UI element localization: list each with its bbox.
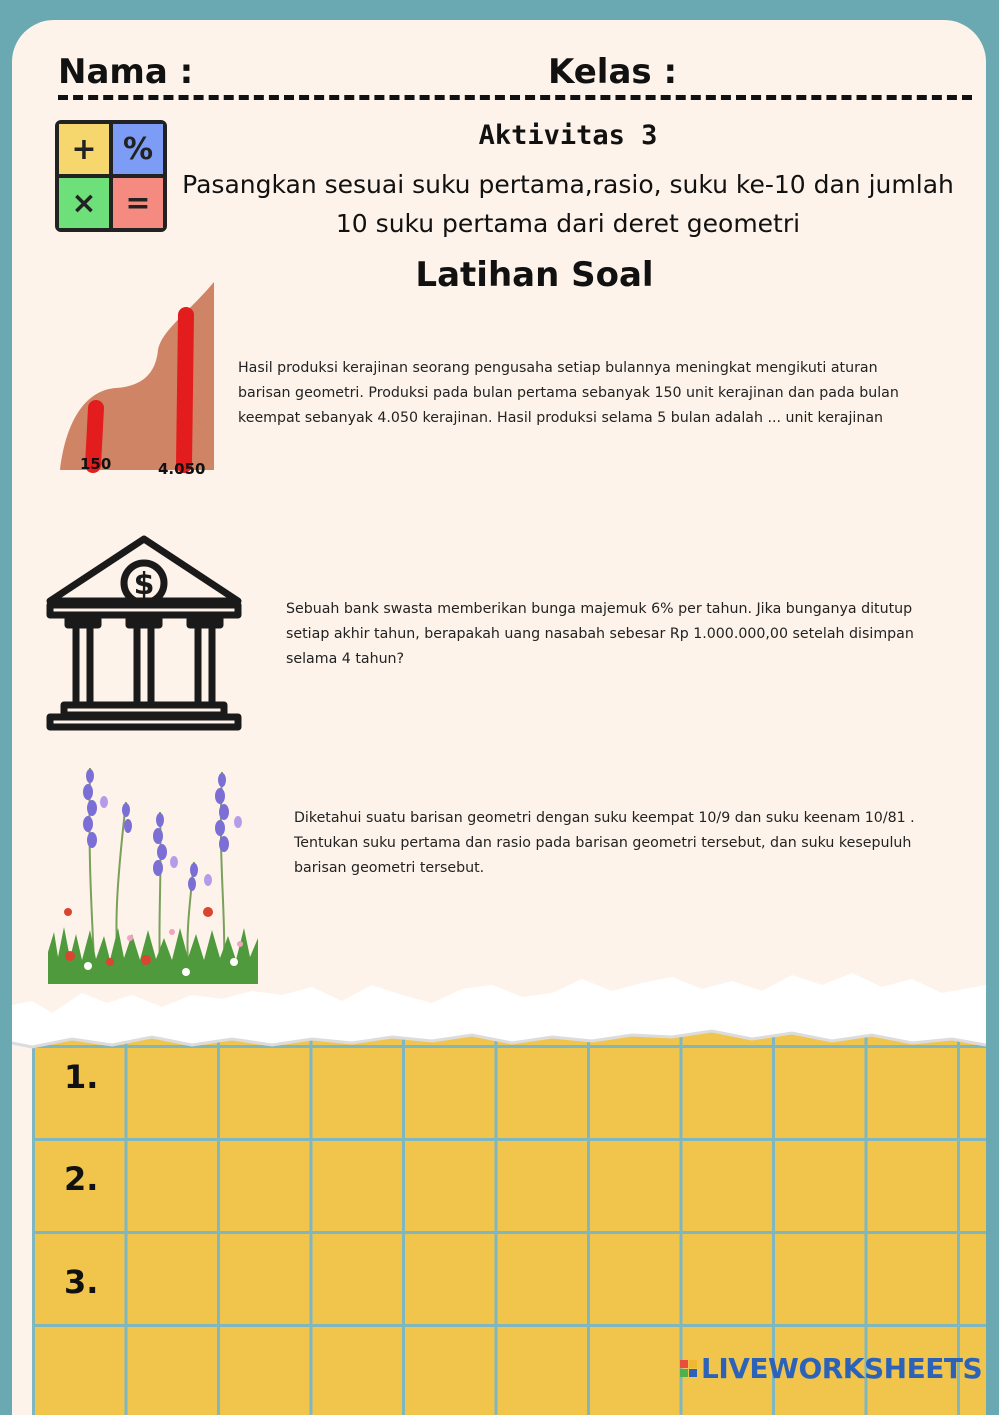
- bank-icon: [44, 535, 244, 735]
- chart-label-start: 150: [80, 455, 112, 473]
- worksheet-page: [12, 20, 986, 1415]
- torn-paper-edge: [12, 965, 986, 1055]
- activity-title: Aktivitas 3: [478, 120, 658, 151]
- answer-3-label: 3.: [64, 1263, 99, 1301]
- class-label: Kelas :: [548, 52, 678, 92]
- percent-icon: %: [113, 124, 163, 174]
- liveworksheets-logo: [680, 1352, 982, 1385]
- student-info-row: [58, 52, 970, 92]
- brand-name: LIVEWORKSHEETS: [701, 1352, 983, 1385]
- chart-label-end: 4.050: [158, 460, 206, 478]
- dollar-sign: $: [133, 567, 155, 602]
- lavender-flowers-icon: [48, 762, 258, 984]
- dashed-divider: [58, 95, 972, 100]
- multiply-icon: ×: [59, 178, 109, 228]
- activity-instruction: Pasangkan sesuai suku pertama,rasio, suku ke-10 dan jumlah 10 suku pertama dari deret geometri: [182, 170, 954, 238]
- question-2-text: Sebuah bank swasta memberikan bunga majemuk 6% per tahun. Jika bunganya ditutup setiap akhir tahun, berapakah uang nasabah sebesar Rp 1.000.000,00 setelah disimpan selama 4 tahun?: [286, 601, 914, 667]
- growth-chart-icon: [56, 280, 226, 480]
- equals-icon: =: [113, 178, 163, 228]
- brand-cubes-icon: [680, 1360, 697, 1377]
- section-title: Latihan Soal: [415, 255, 654, 295]
- answer-1-label: 1.: [64, 1058, 99, 1096]
- plus-icon: +: [59, 124, 109, 174]
- calculator-icon: [55, 120, 167, 232]
- question-1-text: Hasil produksi kerajinan seorang pengusaha setiap bulannya meningkat mengikuti aturan barisan geometri. Produksi pada bulan pertama sebanyak 150 unit kerajinan dan pada bulan keempat sebanyak 4.050 kerajinan. Hasil produksi selama 5 bulan adalah ... unit kerajinan: [238, 360, 899, 426]
- answer-2-label: 2.: [64, 1160, 99, 1198]
- name-label: Nama :: [58, 52, 194, 92]
- question-3-text: Diketahui suatu barisan geometri dengan suku keempat 10/9 dan suku keenam 10/81 . Tentukan suku pertama dan rasio pada barisan geometri tersebut, dan suku kesepuluh barisan geometri tersebut.: [294, 810, 915, 876]
